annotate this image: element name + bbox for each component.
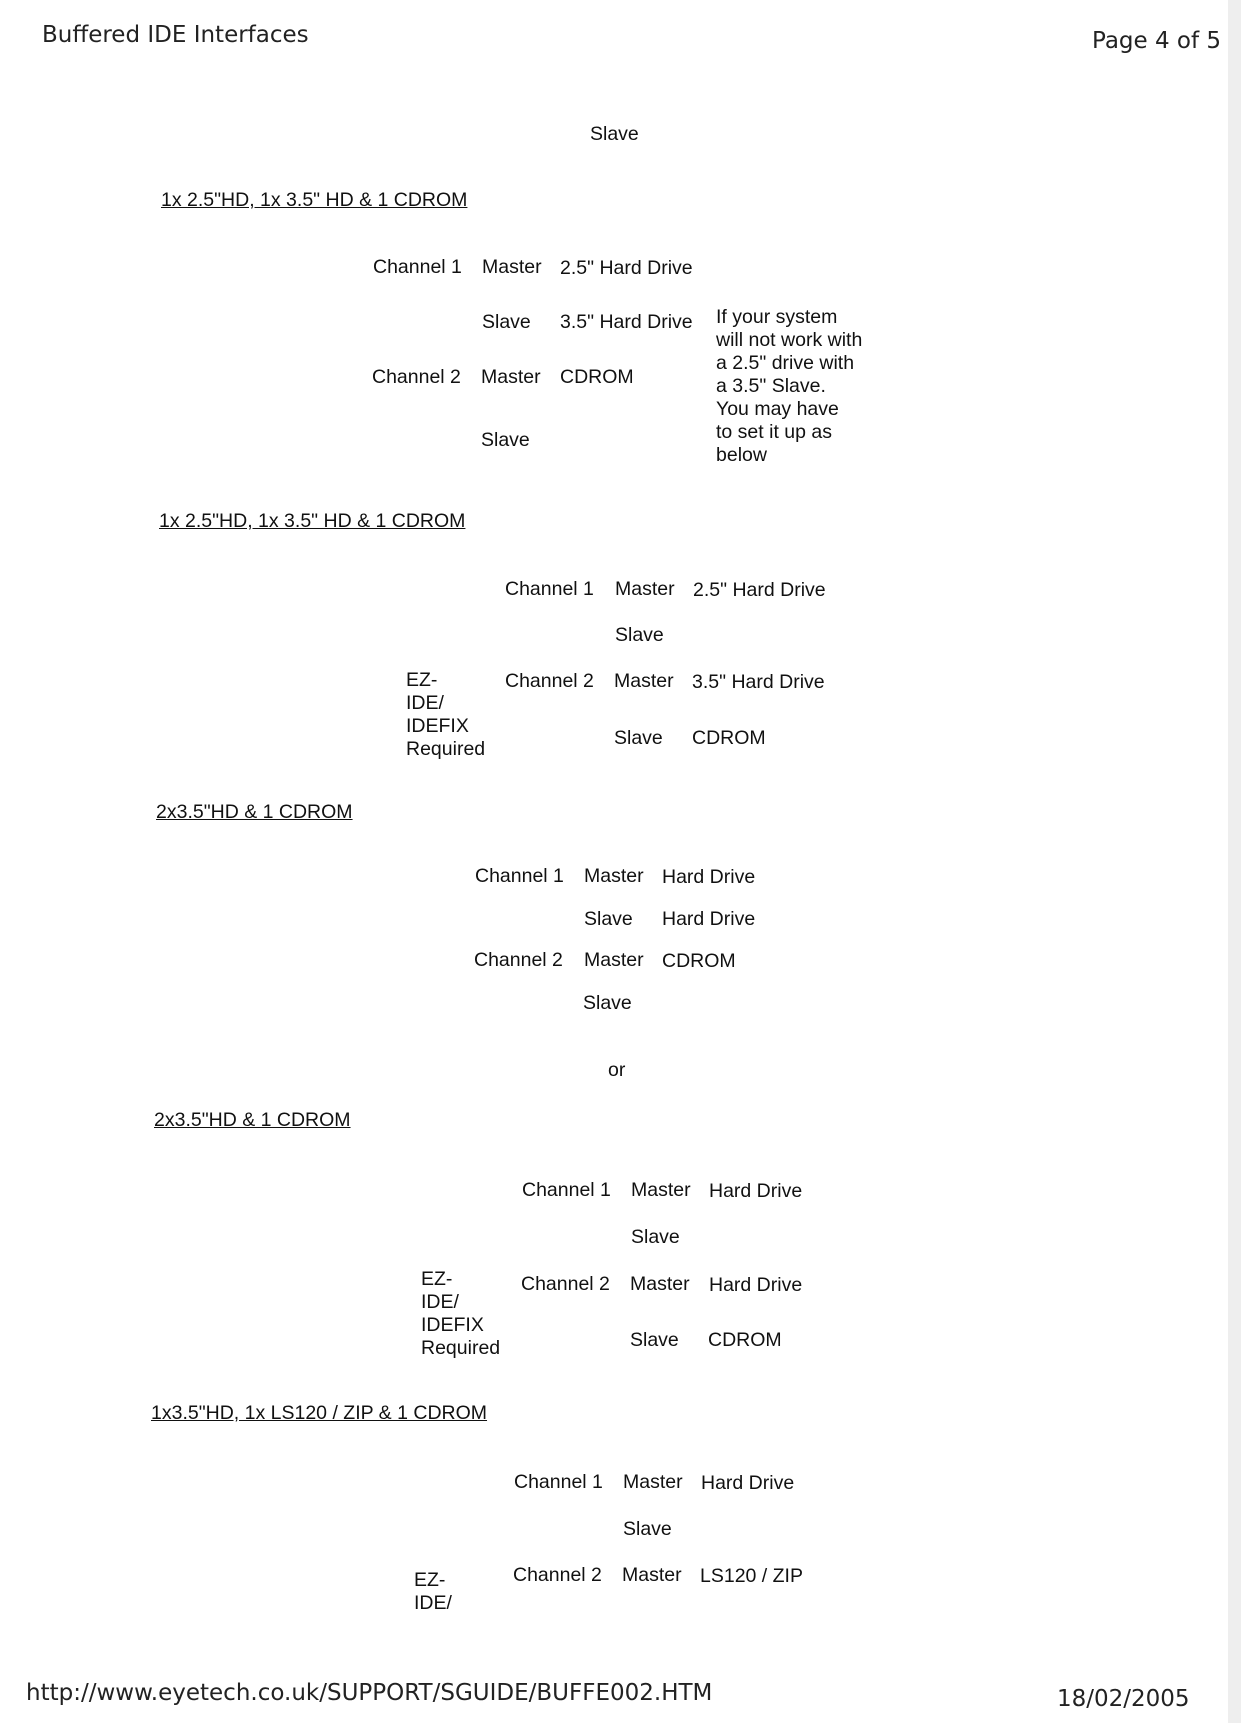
note-line: IDEFIX — [421, 1314, 484, 1336]
section5-heading: 1x3.5"HD, 1x LS120 / ZIP & 1 CDROM — [151, 1402, 488, 1424]
section3-master1: Master — [584, 865, 644, 887]
section5-device-master2: LS120 / ZIP — [700, 1565, 803, 1587]
or-separator: or — [608, 1059, 626, 1081]
section4-required-note — [421, 1268, 500, 1360]
section4-slave2: Slave — [630, 1329, 679, 1351]
note-line: You may have — [716, 398, 839, 420]
section3-channel1: Channel 1 — [475, 865, 564, 887]
section1-channel2: Channel 2 — [372, 366, 461, 388]
note-line: If your system — [716, 306, 838, 328]
section1-note — [716, 306, 862, 467]
section1-device-master1: 2.5" Hard Drive — [560, 257, 693, 279]
section1-heading: 1x 2.5"HD, 1x 3.5" HD & 1 CDROM — [161, 189, 468, 211]
section4-slave1: Slave — [631, 1226, 680, 1248]
page-edge — [1228, 0, 1241, 1723]
section2-required-note — [406, 669, 485, 761]
section1-slave2: Slave — [481, 429, 530, 451]
section4-channel2: Channel 2 — [521, 1273, 610, 1295]
section3-device-master2: CDROM — [662, 950, 736, 972]
section3-channel2: Channel 2 — [474, 949, 563, 971]
section3-master2: Master — [584, 949, 644, 971]
note-line: will not work with — [716, 329, 863, 351]
note-line: a 2.5" drive with — [716, 352, 855, 374]
note-line: IDE/ — [414, 1592, 452, 1614]
section5-channel2: Channel 2 — [513, 1564, 602, 1586]
section4-master2: Master — [630, 1273, 690, 1295]
note-line: IDEFIX — [406, 715, 469, 737]
section2-heading: 1x 2.5"HD, 1x 3.5" HD & 1 CDROM — [159, 510, 466, 532]
section5-device-master1: Hard Drive — [701, 1472, 795, 1494]
section4-heading: 2x3.5"HD & 1 CDROM — [154, 1109, 351, 1131]
section1-channel1: Channel 1 — [373, 256, 462, 278]
section4-device-master1: Hard Drive — [709, 1180, 803, 1202]
section1-master2: Master — [481, 366, 541, 388]
section3-slave2: Slave — [583, 992, 632, 1014]
section2-channel1: Channel 1 — [505, 578, 594, 600]
note-line: a 3.5" Slave. — [716, 375, 826, 397]
note-line: EZ- — [421, 1268, 453, 1290]
section4-device-master2: Hard Drive — [709, 1274, 803, 1296]
section2-device-slave2: CDROM — [692, 727, 766, 749]
section1-device-master2: CDROM — [560, 366, 634, 388]
note-line: Required — [421, 1337, 501, 1359]
section5-channel1: Channel 1 — [514, 1471, 603, 1493]
top-slave-label: Slave — [590, 123, 639, 145]
section3-heading: 2x3.5"HD & 1 CDROM — [156, 801, 353, 823]
section3-device-master1: Hard Drive — [662, 866, 756, 888]
section3-device-slave1: Hard Drive — [662, 908, 756, 930]
note-line: below — [716, 444, 767, 466]
note-line: to set it up as — [716, 421, 832, 443]
section5-master2: Master — [622, 1564, 682, 1586]
footer-url: http://www.eyetech.co.uk/SUPPORT/SGUIDE/BUFFE002.HTM — [26, 1680, 713, 1706]
section5-slave1: Slave — [623, 1518, 672, 1540]
section2-device-master1: 2.5" Hard Drive — [693, 579, 826, 601]
section2-master2: Master — [614, 670, 674, 692]
section2-channel2: Channel 2 — [505, 670, 594, 692]
note-line: EZ- — [406, 669, 438, 691]
section1-master1: Master — [482, 256, 542, 278]
note-line: IDE/ — [421, 1291, 459, 1313]
section1-slave1: Slave — [482, 311, 531, 333]
section4-channel1: Channel 1 — [522, 1179, 611, 1201]
section2-device-master2: 3.5" Hard Drive — [692, 671, 825, 693]
note-line: IDE/ — [406, 692, 444, 714]
section1-device-slave1: 3.5" Hard Drive — [560, 311, 693, 333]
note-line: Required — [406, 738, 486, 760]
footer-date: 18/02/2005 — [1057, 1686, 1190, 1712]
note-line: EZ- — [414, 1569, 446, 1591]
section4-device-slave2: CDROM — [708, 1329, 782, 1351]
section2-slave2: Slave — [614, 727, 663, 749]
section5-master1: Master — [623, 1471, 683, 1493]
section5-required-note — [414, 1569, 452, 1615]
section3-slave1: Slave — [584, 908, 633, 930]
section4-master1: Master — [631, 1179, 691, 1201]
page-number: Page 4 of 5 — [1092, 28, 1222, 54]
section2-master1: Master — [615, 578, 675, 600]
section2-slave1: Slave — [615, 624, 664, 646]
header-title: Buffered IDE Interfaces — [42, 22, 309, 48]
